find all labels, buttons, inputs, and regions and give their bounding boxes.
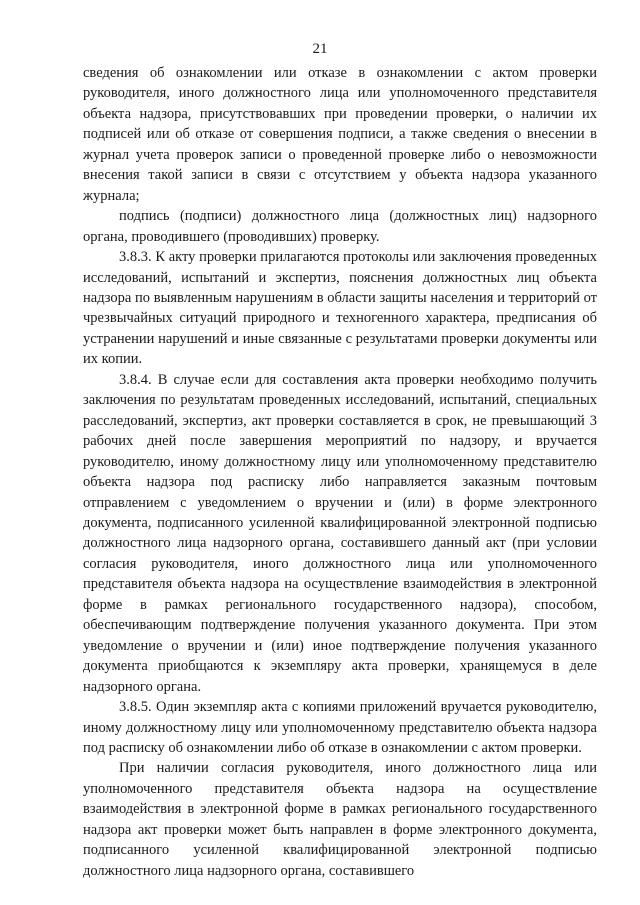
paragraph-3-8-5: 3.8.5. Один экземпляр акта с копиями приложений вручается руководителю, иному должностному лицу или уполномоченному представителю объекта надзора под расписку об ознакомлении либо об отказе в ознакомлении с актом проверки.	[83, 699, 597, 756]
paragraph-signature: подпись (подписи) должностного лица (должностных лиц) надзорного органа, проводившего (проводивших) проверку.	[83, 208, 597, 245]
document-body	[83, 63, 597, 881]
paragraph-inspection-acquaintance-info: сведения об ознакомлении или отказе в ознакомлении с актом проверки руководителя, иного должностного лица или уполномоченного представителя объекта надзора, присутствовавших при проведении проверки, о наличии их подписей или об отказе от совершения подписи, а также сведения о внесении в журнал учета проверок записи о проведенной проверке либо о невозможности внесения такой записи в связи с отсутствием у объекта надзора указанного журнала;	[83, 65, 597, 204]
page-number: 21	[312, 41, 328, 57]
paragraph-3-8-3: 3.8.3. К акту проверки прилагаются протоколы или заключения проведенных исследований, испытаний и экспертиз, пояснения должностных лиц объекта надзора по выявленным нарушениям в области защиты населения и территорий от чрезвычайных ситуаций природного и техногенного характера, предписания об устранении нарушений и иные связанные с результатами проверки документы или их копии.	[83, 249, 597, 368]
paragraph-3-8-4: 3.8.4. В случае если для составления акта проверки необходимо получить заключения по результатам проведенных исследований, испытаний, специальных расследований, экспертиз, акт проверки составляется в срок, не превышающий 3 рабочих дней после завершения мероприятий по надзору, и вручается руководителю, иному должностному лицу или уполномоченному представителю объекта надзора под расписку либо направляется заказным почтовым отправлением с уведомлением о вручении и (или) в форме электронного документа, подписанного усиленной квалифицированной электронной подписью должностного лица надзорного органа, составившего данный акт (при условии согласия руководителя, иного должностного лица или уполномоченного представителя объекта надзора на осуществление взаимодействия в электронной форме в рамках регионального государственного надзора), способом, обеспечивающим подтверждение получения указанного документа. При этом уведомление о вручении и (или) иное подтверждение получения указанного документа приобщаются к экземпляру акта проверки, хранящемуся в деле надзорного органа.	[83, 371, 597, 695]
paragraph-electronic-consent: При наличии согласия руководителя, иного должностного лица или уполномоченного представителя объекта надзора на осуществление взаимодействия в электронной форме в рамках регионального государственного надзора акт проверки может быть направлен в форме электронного документа, подписанного усиленной квалифицированной электронной подписью должностного лица надзорного органа, составившего	[83, 760, 597, 879]
